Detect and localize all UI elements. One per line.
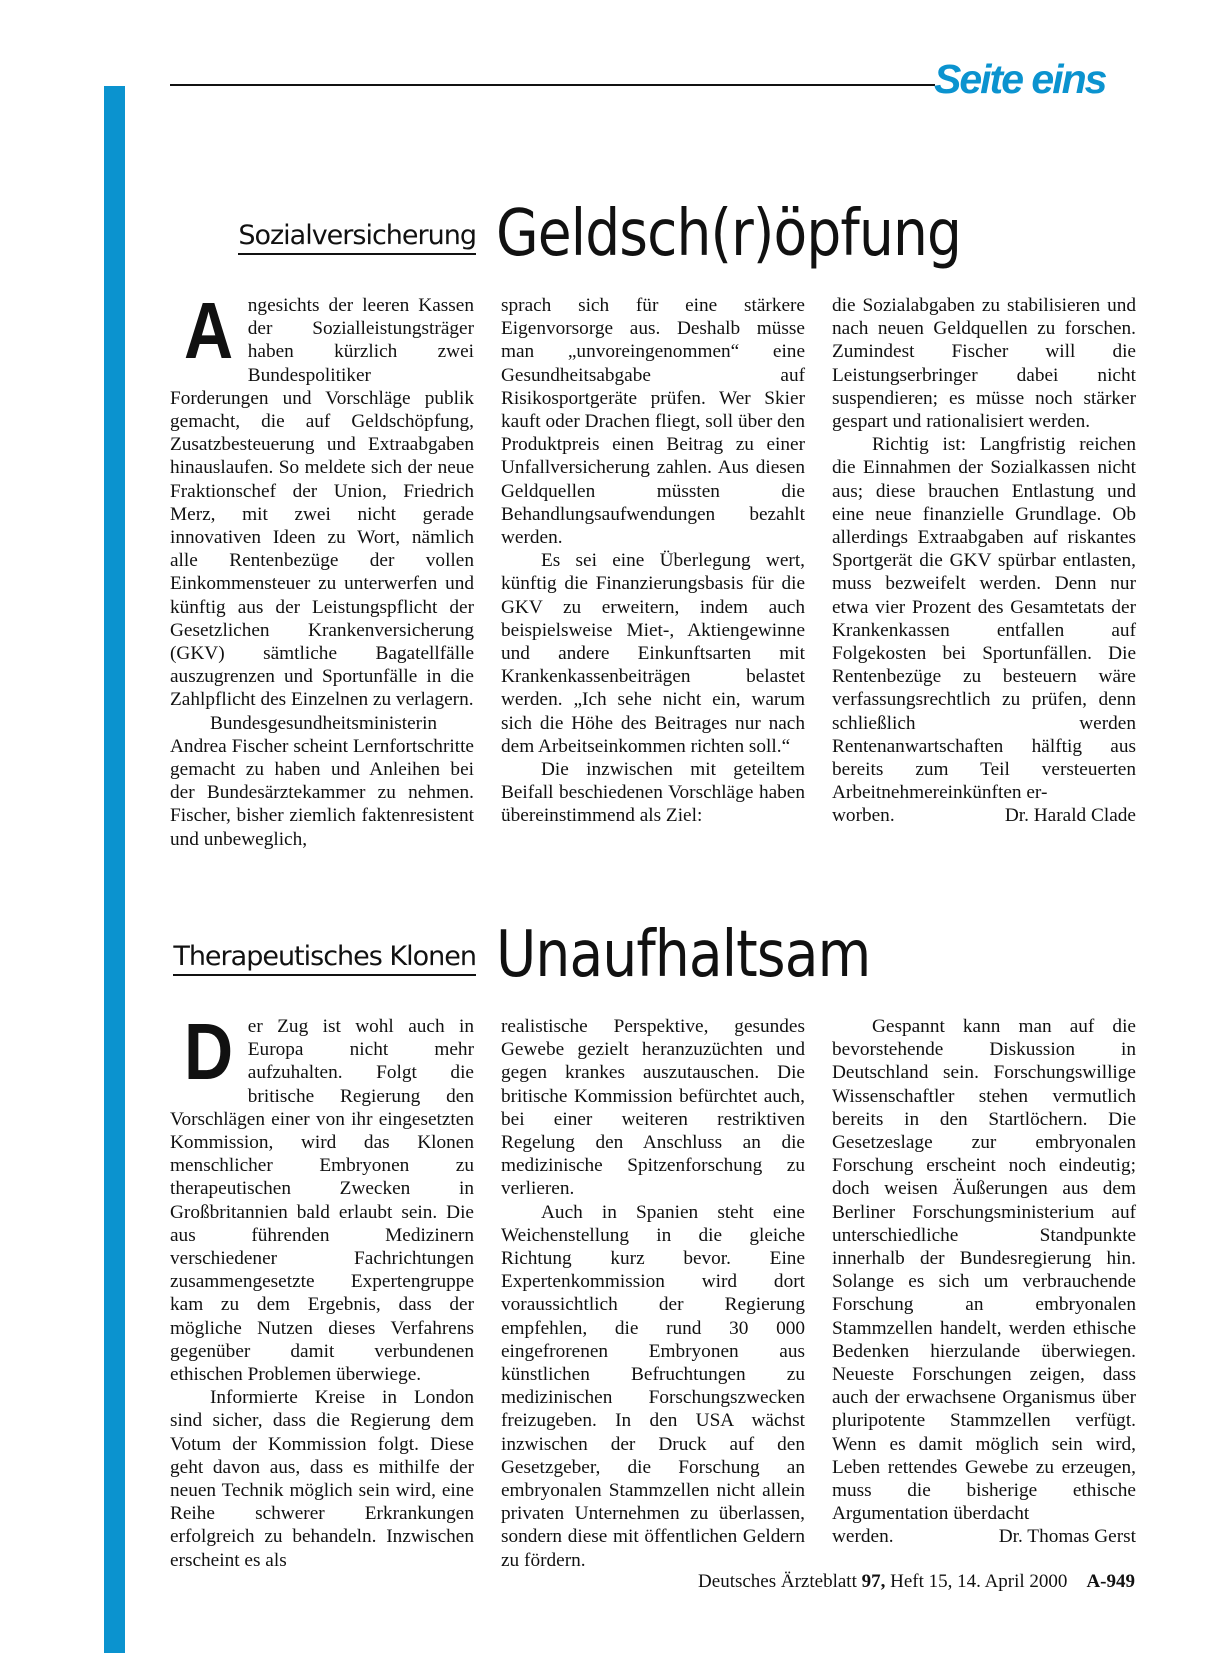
- footer-page-number: A-949: [1086, 1571, 1135, 1592]
- article1-column-1: [170, 286, 474, 851]
- article1-paragraph: die Sozialabgaben zu stabilisieren und nach neuen Geldquellen zu forschen. Zumindest Fischer will die Leistungserbringer dabei nicht suspendieren; es müsse noch stärker gespart und rationalisiert werden.: [832, 295, 1136, 433]
- article2-column-2: [501, 1015, 805, 1572]
- article1-paragraph: Es sei eine Überlegung wert, künftig die Finanzierungsbasis für die GKV zu erweitern, indem auch beispielsweise Miet-, Aktiengewinne und andere Einkunftsarten mit Krankenkassenbeiträgen belastet werden. „Ich sehe nicht ein, warum sich die Höhe des Beitrages nur nach dem Arbeitseinkommen richten soll.“: [501, 550, 805, 757]
- article1-paragraph: ngesichts der leeren Kassen der Sozialleistungsträger haben kürzlich zwei Bundespolitiker Forderungen und Vorschläge publik gemacht, die auf Geldschöpfung, Zusatzbesteuerung und Extraabgaben hinauslaufen. So meldete sich der neue Fraktionschef der Union, Friedrich Merz, mit zwei nicht gerade innovativen Ideen zu Wort, nämlich alle Rentenbezüge der vollen Einkommensteuer zu unterwerfen und künftig aus der Leistungspflicht der Gesetzlichen Krankenversicherung (GKV) sämtliche Bagatellfälle auszugrenzen und Sportunfälle in die Zahlpflicht des Einzelnen zu verlagern.: [170, 295, 474, 711]
- article2-paragraph: Auch in Spanien steht eine Weichenstellung in die gleiche Richtung kurz bevor. Eine Expertenkommission wird dort voraussichtlich der Regierung empfehlen, die rund 30 000 eingefrorenen Embryonen aus künstlichen Befruchtungen zu medizinischen Forschungszwecken freizugeben. In den USA wächst inzwischen der Druck auf den Gesetzgeber, die Forschung an embryonalen Stammzellen nicht allein privaten Unternehmen zu überlassen, sondern diese mit öffentlichen Geldern zu fördern.: [501, 1201, 805, 1571]
- header-rule: [170, 84, 935, 86]
- article1-paragraph: sprach sich für eine stärkere Eigenvorsorge aus. Deshalb müsse man „unvoreingenommen“ eine Gesundheitsabgabe auf Risikosportgeräte prüfen. Wer Skier kauft oder Drachen fliegt, soll über den Produktpreis einen Beitrag zu einer Unfallversicherung zahlen. Aus diesen Geldquellen müssten die Behandlungsaufwendungen bezahlt werden.: [501, 295, 805, 549]
- article1-last-word: worben.: [832, 805, 895, 827]
- article2-paragraph: er Zug ist wohl auch in Europa nicht mehr aufzuhalten. Folgt die britische Regierung den Vorschlägen einer von ihr eingesetzten Kommission, wird das Klonen menschlicher Embryonen zu therapeutischen Zwecken in Großbritannien bald erlaubt sein. Die aus führenden Medizinern verschiedener Fachrichtungen zusammengesetzte Expertengruppe kam zu dem Ergebnis, dass der mögliche Nutzen dieses Verfahrens gegenüber damit verbundenen ethischen Problemen überwiege.: [170, 1016, 474, 1386]
- article2-author: Dr. Thomas Gerst: [998, 1526, 1136, 1548]
- article1-paragraph: Die inzwischen mit geteiltem Beifall beschiedenen Vorschläge haben übereinstimmend als Ziel:: [501, 759, 805, 827]
- margin-color-bar: [104, 86, 125, 1653]
- article1-paragraph: Bundesgesundheitsministerin Andrea Fischer scheint Lernfortschritte gemacht zu haben und Anleihen bei der Bundesärztekammer zu nehmen. Fischer, bisher ziemlich faktenresistent und unbeweglich,: [170, 712, 474, 850]
- article2-column-3: [832, 1015, 1136, 1549]
- section-label: Seite eins: [934, 56, 1106, 102]
- article2-headline: Unaufhaltsam: [496, 918, 871, 992]
- article2-paragraph: realistische Perspektive, gesundes Gewebe gezielt heranzuzüchten und gegen krankes auszutauschen. Die britische Kommission befürchtet auch, bei einer weiteren restriktiven Regelung den Anschluss an die medizinische Spitzenforschung zu verlieren.: [501, 1016, 805, 1200]
- footer-issue: Heft 15, 14. April 2000: [890, 1571, 1068, 1592]
- page-footer: [698, 1571, 1135, 1593]
- article1-column-2: [501, 294, 805, 828]
- article2-signature-line: [832, 1525, 1136, 1548]
- footer-volume: 97,: [861, 1571, 886, 1592]
- article2-dropcap: D: [184, 1007, 234, 1096]
- article2-column-1: [170, 1007, 474, 1572]
- article2-kicker: Therapeutisches Klonen: [173, 941, 476, 976]
- article1-author: Dr. Harald Clade: [1004, 805, 1136, 827]
- article1-signature-line: [832, 804, 1136, 827]
- footer-journal: Deutsches Ärzteblatt: [698, 1571, 857, 1592]
- article2-paragraph: Gespannt kann man auf die bevorstehende Diskussion in Deutschland sein. Forschungswillige Wissenschaftler stehen vermutlich bereits in den Startlöchern. Die Gesetzeslage zur embryonalen Forschung erscheint noch eindeutig; doch weisen Äußerungen aus dem Berliner Forschungsministerium auf unterschiedliche Standpunkte innerhalb der Bundesregierung hin. Solange es sich um verbrauchende Forschung an embryonalen Stammzellen handelt, werden ethische Bedenken hierzulande überwiegen. Neueste Forschungen zeigen, dass auch der erwachsene Organismus über pluripotente Stammzellen verfügt. Wenn es damit möglich sein wird, Leben rettendes Gewebe zu erzeugen, muss die bisherige ethische Argumentation überdacht: [832, 1016, 1136, 1525]
- article2-last-word: werden.: [832, 1526, 894, 1548]
- article1-paragraph: Richtig ist: Langfristig reichen die Einnahmen der Sozialkassen nicht aus; diese brauchen Entlastung und eine neue finanzielle Grundlage. Ob allerdings Extraabgaben auf riskantes Sportgerät die GKV spürbar entlasten, muss bezweifelt werden. Denn nur etwa vier Prozent des Gesamtetats der Krankenkassen entfallen auf Folgekosten bei Sportunfällen. Die Rentenbezüge zu besteuern wäre verfassungsrechtlich zu prüfen, denn schließlich werden Rentenanwartschaften hälftig aus bereits zum Teil versteuerten Arbeitnehmereinkünften er-: [832, 434, 1136, 804]
- article1-kicker: Sozialversicherung: [238, 220, 476, 255]
- article1-headline: Geldsch(r)öpfung: [496, 197, 962, 271]
- article1-column-3: [832, 294, 1136, 828]
- article2-paragraph: Informierte Kreise in London sind sicher, dass die Regierung dem Votum der Kommission folgt. Diese geht davon aus, dass es mithilfe der neuen Technik möglich sein wird, eine Reihe schwerer Erkrankungen erfolgreich zu behandeln. Inzwischen erscheint es als: [170, 1387, 474, 1571]
- article1-dropcap: A: [184, 286, 234, 375]
